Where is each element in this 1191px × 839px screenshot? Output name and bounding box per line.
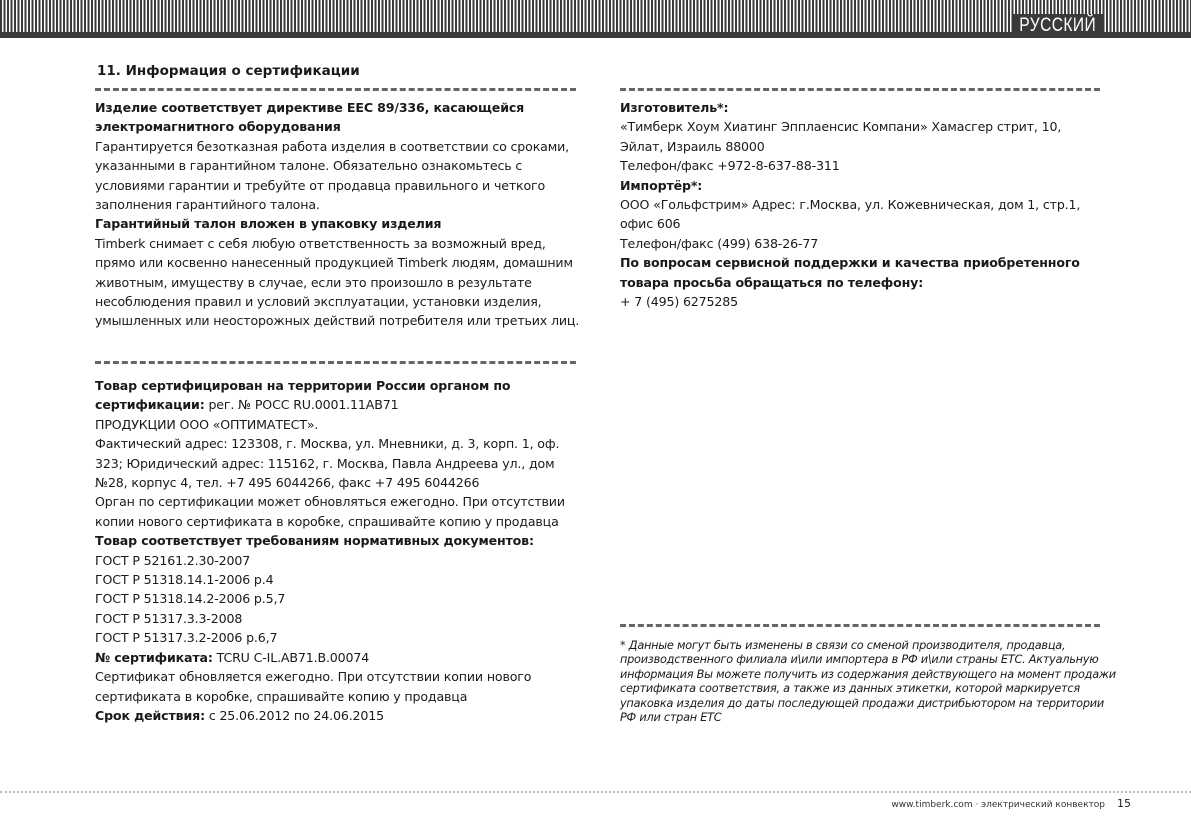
certificate-renew-text: Сертификат обновляется ежегодно. При отсутствии копии нового сертификата в коробке, спрашивайте копию у продавца [95, 669, 532, 704]
importer-address: ООО «Гольфстрим» Адрес: г.Москва, ул. Кожевническая, дом 1, стр.1, офис 606 [620, 197, 1081, 232]
section-title: 11. Информация о сертификации [97, 63, 360, 79]
certification-address: Фактический адрес: 123308, г. Москва, ул. Мневники, д. 3, корп. 1, оф. 323; Юридический адрес: 115162, г. Москва, Павла Андреева ул., дом №28, корпус 4, тел. +7 495 6044266, факс +7 495 6044266 [95, 436, 560, 491]
manufacturer-label: Изготовитель*: [620, 100, 729, 115]
footnote [620, 639, 1120, 725]
validity-line [95, 706, 585, 725]
separator-left-middle [95, 361, 576, 364]
certification-paragraph [95, 376, 585, 415]
standard-item: ГОСТ Р 51318.14.2-2006 р.5,7 [95, 591, 286, 607]
right-block-contacts [620, 98, 1108, 311]
validity-value: с 25.06.2012 по 24.06.2015 [204, 707, 385, 723]
manufacturer-address: «Тимберк Хоум Хиатинг Эпплаенсис Компани» Хамасгер стрит, 10, Эйлат, Израиль 88000 [620, 119, 1062, 154]
importer-phone: Телефон/факс (499) 638-26-77 [620, 235, 819, 251]
warranty-text: Гарантируется безотказная работа изделия в соответствии со сроками, указанными в гарантийном талоне. Обязательно ознакомьтесь с условиями гарантии и требуйте от продавца правильного и четкого заполнения гарантийного талона. [95, 138, 569, 213]
liability-text: Timberk снимает с себя любую ответственность за возможный вред, прямо или косвенно нанесенный продукцией Timberk людям, домашним животным, имуществу в случае, если это произошло в результате несоблюдения правил и условий эксплуатации, установки изделия, умышленных или неосторожных действий потребителя или третьих лиц. [95, 235, 580, 329]
certificate-number-value: TCRU C-IL.AB71.B.00074 [212, 649, 370, 665]
standard-item: ГОСТ Р 51318.14.1-2006 р.4 [95, 572, 274, 588]
footer-site: www.timberk.com · электрический конвектор [891, 800, 1105, 810]
manufacturer-phone: Телефон/факс +972-8-637-88-311 [620, 158, 840, 174]
footer-dotted-line [0, 791, 1191, 793]
importer-label: Импортёр*: [620, 177, 703, 193]
standards-heading: Товар соответствует требованиям нормативных документов: [95, 533, 534, 549]
certification-reg-number: рег. № РОСС RU.0001.11АВ71 [204, 397, 399, 413]
left-block-warranty [95, 98, 585, 331]
standard-item: ГОСТ Р 51317.3.3-2008 [95, 610, 243, 626]
support-phone: + 7 (495) 6275285 [620, 294, 738, 310]
validity-label: Срок действия: [95, 707, 205, 723]
certification-renew-note: Орган по сертификации может обновляться ежегодно. При отсутствии копии нового сертификата в коробке, спрашивайте копию у продавца [95, 494, 565, 529]
certification-org: ПРОДУКЦИИ ООО «ОПТИМАТЕСТ». [95, 416, 319, 432]
footer [891, 798, 1131, 811]
separator-right-bottom [620, 624, 1100, 627]
certificate-number-label: № сертификата: [95, 649, 213, 665]
directive-heading: Изделие соответствует директиве EEC 89/336, касающейся электромагнитного оборудования [95, 100, 525, 135]
page-number: 15 [1117, 797, 1131, 810]
warranty-card-heading: Гарантийный талон вложен в упаковку изделия [95, 216, 442, 232]
standard-item: ГОСТ Р 52161.2.30-2007 [95, 552, 251, 568]
certification-heading: Товар сертифицирован на территории России органом по сертификации: [95, 378, 511, 413]
footnote-text: * Данные могут быть изменены в связи со сменой производителя, продавца, производственного филиала и\или импортера в РФ и\или страны ЕТС. Актуальную информация Вы можете получить из содержания действующего на момент продажи сертификата соответствия, а также из данных этикетки, которой маркируется упаковка изделия до даты последующей продажи дистрибьютором на территории РФ или стран ЕТС [620, 639, 1116, 725]
certificate-number-line [95, 648, 585, 667]
left-block-certification [95, 376, 585, 725]
separator-right-top [620, 88, 1100, 91]
support-heading: По вопросам сервисной поддержки и качества приобретенного товара просьба обращаться по телефону: [620, 255, 1080, 290]
separator-left-top [95, 88, 576, 91]
language-tab: РУССКИЙ [1013, 14, 1103, 38]
standard-item: ГОСТ Р 51317.3.2-2006 р.6,7 [95, 630, 278, 646]
